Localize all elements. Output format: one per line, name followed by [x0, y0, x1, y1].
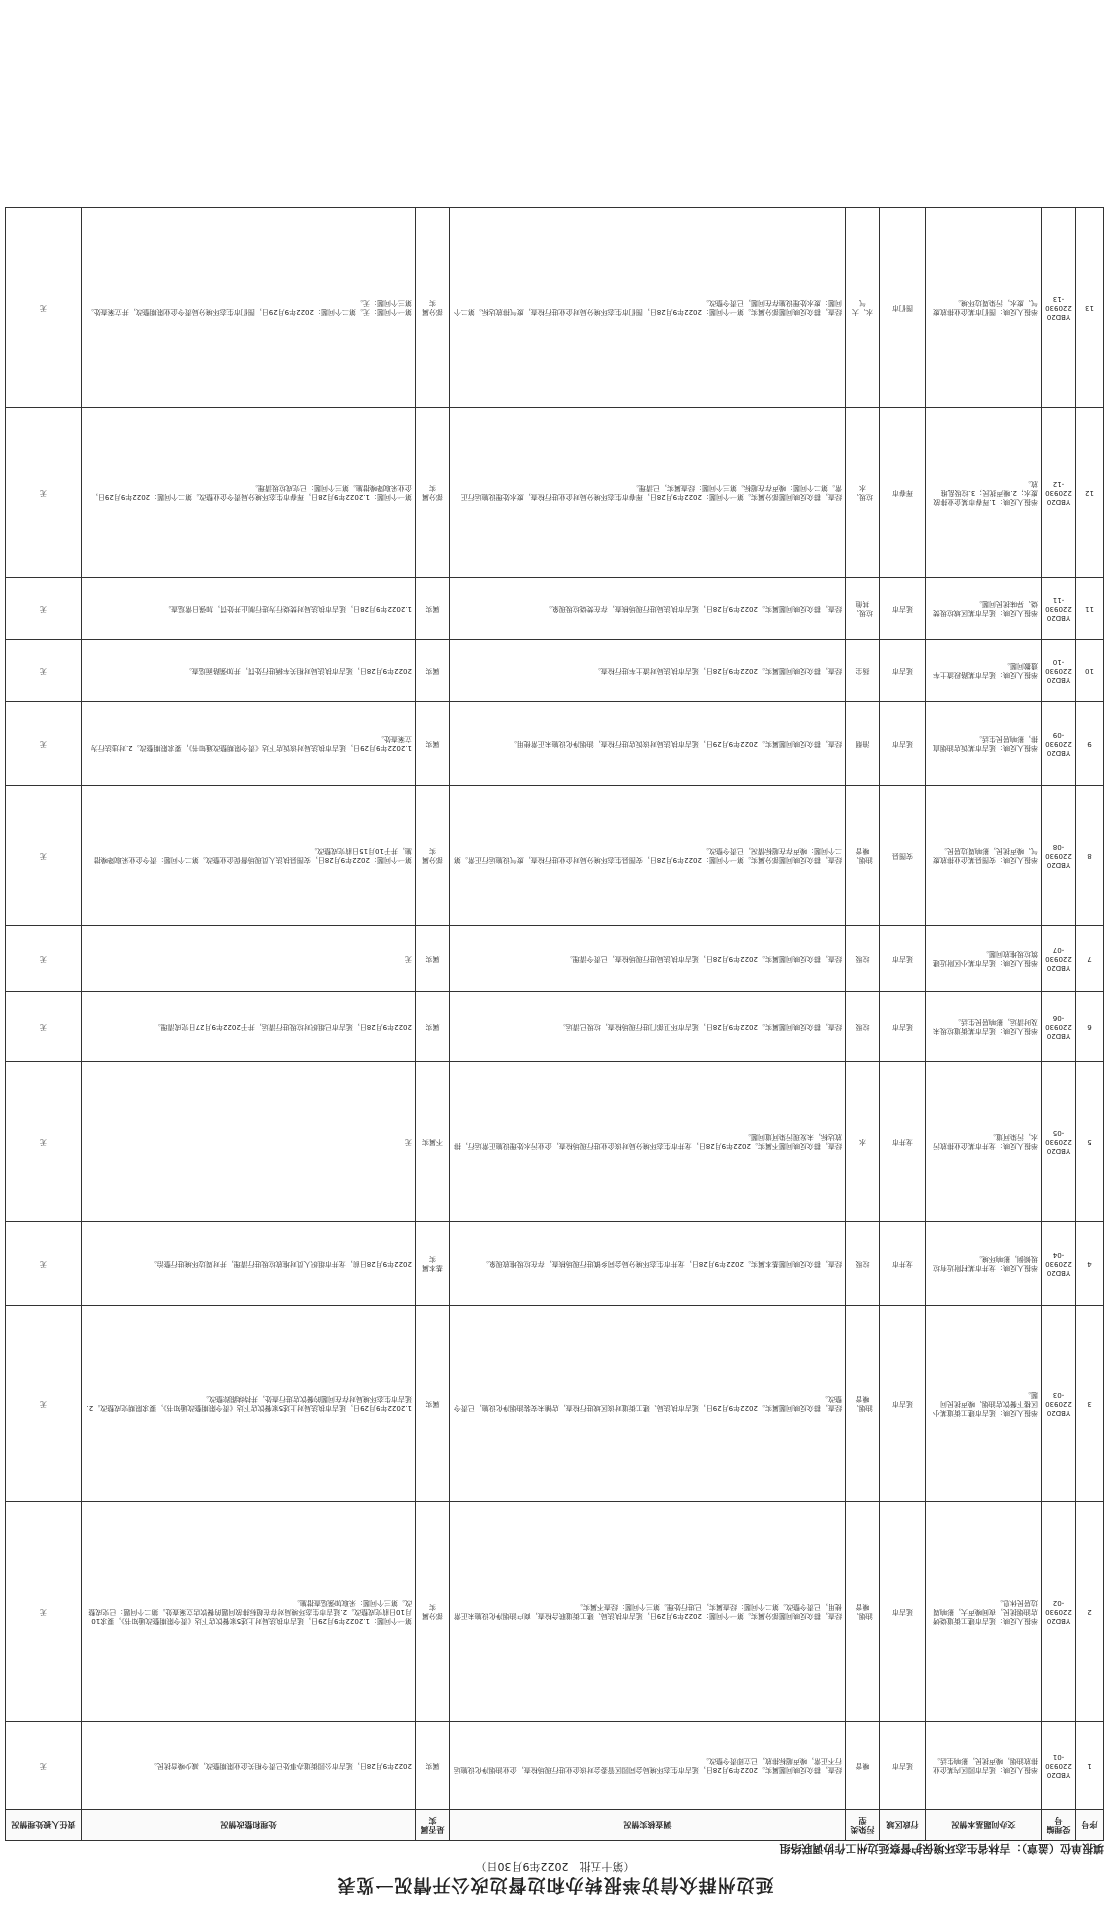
cell-region: 延吉市 [880, 640, 926, 702]
cell-handling: 2022年9月28日前，龙井市组织人员对堆放垃圾进行清理，并对周边环境进行整治。 [82, 1222, 416, 1306]
cell-investigation: 经查，群众反映问题属实。2022年9月28日，延吉市生态环境局会同园区管委会对该企业进行现场检查，企业油烟净化设施运行不正常，噪声超标排放，已立即责令整改。 [450, 1722, 846, 1810]
cell-type: 油烟、噪音 [846, 1306, 880, 1502]
cell-code: YBD20220930-03 [1042, 1306, 1076, 1502]
cell-region: 延吉市 [880, 926, 926, 992]
cell-truth: 属实 [416, 926, 450, 992]
cell-no: 4 [1076, 1222, 1104, 1306]
cell-no: 11 [1076, 578, 1104, 640]
cell-code: YBD20220930-06 [1042, 992, 1076, 1062]
cell-basic: 举报人反映：图们市某企业排放废气、废水，污染周边环境。 [926, 208, 1042, 408]
table-row [6, 1306, 1104, 1502]
cell-code: YBD20220930-04 [1042, 1222, 1076, 1306]
cell-no: 8 [1076, 786, 1104, 926]
cell-basic: 举报人反映：龙井市某村附近有垃圾倾倒，影响环境。 [926, 1222, 1042, 1306]
cell-person: 无 [6, 1502, 82, 1722]
cell-region: 安图县 [880, 786, 926, 926]
cell-basic: 举报人反映：延吉市某街道垃圾未及时清运，影响居民生活。 [926, 992, 1042, 1062]
page-subtitle: （第十五批 2022年9月30日） [475, 1860, 635, 1873]
col-header-person: 责任人被处理情况 [6, 1810, 82, 1841]
cell-basic: 举报人反映：安图县某企业排放废气、噪声扰民，影响周边居民。 [926, 786, 1042, 926]
cell-type: 垃圾、水 [846, 408, 880, 578]
col-header-investigation: 调查核实情况 [450, 1810, 846, 1841]
table-row [6, 640, 1104, 702]
cell-basic: 举报人反映：延吉市建工街道某小区楼下餐饮店油烟、噪声扰民问题。 [926, 1306, 1042, 1502]
cell-region: 龙井市 [880, 1222, 926, 1306]
cell-handling: 第一个问题：1.2022年9月29日，延吉市执法局对上述5家餐饮店下达《责令限期整改通知书》，要求10月10日前完成整改。2.延吉市生态环境局对存在超标排放问题的餐饮店立案查处。第二个问题：已完成整改。第三个问题：采取加强巡查措施。 [82, 1502, 416, 1722]
cell-code: YBD20220930-10 [1042, 640, 1076, 702]
cell-basic: 举报人反映：1.珲春市某企业排放废水；2.噪声扰民；3.垃圾乱堆放。 [926, 408, 1042, 578]
cell-handling: 2022年9月28日，延吉市执法局对相关车辆进行处罚，并加强路面巡查。 [82, 640, 416, 702]
cell-investigation: 经查，群众反映问题不属实。2022年9月28日，龙井市生态环境分局对该企业进行现场检查，企业污水处理设施正常运行，排放达标，未发现污染河道问题。 [450, 1062, 846, 1222]
cell-handling: 1.2022年9月29日，延吉市执法局对上述5家餐饮店下达《责令限期整改通知书》，要求限期完成整改。2.延吉市生态环境局对存在问题的餐饮店进行查处，并持续跟踪整改。 [82, 1306, 416, 1502]
cell-handling: 1.2022年9月28日，延吉市执法局对焚烧行为进行制止并处罚，加强日常巡查。 [82, 578, 416, 640]
cell-no: 9 [1076, 702, 1104, 786]
cell-no: 6 [1076, 992, 1104, 1062]
cell-basic: 举报人反映：龙井市某企业排放污水，污染河道。 [926, 1062, 1042, 1222]
cell-type: 扬尘 [846, 640, 880, 702]
reporting-unit-label: 填报单位（盖章）：吉林省生态环境保护督察延边州工作协调联络组 [779, 1842, 1104, 1855]
cell-person: 无 [6, 786, 82, 926]
cell-person: 无 [6, 640, 82, 702]
cell-investigation: 经查，群众反映问题部分属实。第一个问题：2022年9月29日，延吉市执法局、建工街道联合检查，商户油烟净化设施未正常使用，已责令整改。第二个问题：经查属实，已进行处理。第三个问题：经查不属实。 [450, 1502, 846, 1722]
cell-person: 无 [6, 1722, 82, 1810]
cell-handling: 第一个问题：无。第二个问题：2022年9月29日，图们市生态环境分局责令企业限期整改，并立案查处。第三个问题：无。 [82, 208, 416, 408]
cell-person: 无 [6, 578, 82, 640]
table-row [6, 1222, 1104, 1306]
cell-truth: 属实 [416, 992, 450, 1062]
table-row [6, 786, 1104, 926]
cell-truth: 部分属实 [416, 208, 450, 408]
cell-basic: 举报人反映：延吉市园区内某企业排放油烟，噪声扰民，影响生活。 [926, 1722, 1042, 1810]
table-row [6, 1502, 1104, 1722]
cell-type: 水 [846, 1062, 880, 1222]
cell-code: YBD20220930-07 [1042, 926, 1076, 992]
col-header-type: 污染类型 [846, 1810, 880, 1841]
cell-type: 油烟 [846, 702, 880, 786]
table-header-row [6, 1810, 1104, 1841]
col-header-truth: 是否属实 [416, 1810, 450, 1841]
cell-no: 2 [1076, 1502, 1104, 1722]
cell-investigation: 经查，群众反映问题基本属实。2022年9月28日，龙井市生态环境分局会同乡镇进行现场核查，存在垃圾堆放现象。 [450, 1222, 846, 1306]
cell-investigation: 经查，群众反映问题属实。2022年9月28日，延吉市执法局进行现场检查，已责令清理。 [450, 926, 846, 992]
cell-handling: 2022年9月28日，延吉市已组织对垃圾进行清运，并于2022年9月27日完成清理。 [82, 992, 416, 1062]
col-header-no: 序号 [1076, 1810, 1104, 1841]
table-row [6, 992, 1104, 1062]
cell-type: 垃圾 [846, 1222, 880, 1306]
cell-no: 5 [1076, 1062, 1104, 1222]
cell-region: 珲春市 [880, 408, 926, 578]
cell-truth: 部分属实 [416, 1502, 450, 1722]
cell-handling: 1.2022年9月29日，延吉市执法局对该饭店下达《责令限期整改通知书》，要求限期整改。2.对违法行为立案查处。 [82, 702, 416, 786]
cell-handling: 第一个问题：1.2022年9月28日，珲春市生态环境分局责令企业整改。第二个问题：2022年9月29日，企业采取降噪措施。第三个问题：已完成垃圾清理。 [82, 408, 416, 578]
cell-truth: 基本属实 [416, 1222, 450, 1306]
table-row [6, 208, 1104, 408]
cell-truth: 属实 [416, 702, 450, 786]
cell-no: 1 [1076, 1722, 1104, 1810]
cell-no: 12 [1076, 408, 1104, 578]
cell-truth: 属实 [416, 640, 450, 702]
col-header-code: 受理编号 [1042, 1810, 1076, 1841]
cell-person: 无 [6, 1306, 82, 1502]
cell-handling: 无 [82, 1062, 416, 1222]
col-header-handling: 处理和整改情况 [82, 1810, 416, 1841]
cell-basic: 举报人反映：延吉市某小区附近建筑垃圾堆放问题。 [926, 926, 1042, 992]
cell-basic: 举报人反映：延吉市某饭店油烟直排，影响居民生活。 [926, 702, 1042, 786]
table-row [6, 578, 1104, 640]
cell-handling: 第一个问题：2022年9月28日，安图县执法人员现场督促企业整改。第二个问题：责令企业采取降噪措施，并于10月15日前完成整改。 [82, 786, 416, 926]
cell-type: 垃圾、其他 [846, 578, 880, 640]
cell-code: YBD20220930-13 [1042, 208, 1076, 408]
cell-person: 无 [6, 702, 82, 786]
table-row [6, 1722, 1104, 1810]
cell-code: YBD20220930-11 [1042, 578, 1076, 640]
cell-truth: 属实 [416, 578, 450, 640]
cell-type: 垃圾 [846, 926, 880, 992]
cell-investigation: 经查，群众反映问题属实。2022年9月29日，延吉市执法局、建工街道对该区域进行检查，店铺未安装油烟净化设施，已责令整改。 [450, 1306, 846, 1502]
cell-investigation: 经查，群众反映问题部分属实。第一个问题：2022年9月28日，图们市生态环境分局对企业进行检查，废气排放达标。第二个问题：废水处理设施存在问题，已责令整改。 [450, 208, 846, 408]
cell-person: 无 [6, 1222, 82, 1306]
cell-truth: 部分属实 [416, 408, 450, 578]
cell-no: 3 [1076, 1306, 1104, 1502]
cell-code: YBD20220930-01 [1042, 1722, 1076, 1810]
cell-type: 噪音 [846, 1722, 880, 1810]
cell-region: 延吉市 [880, 1722, 926, 1810]
cell-no: 13 [1076, 208, 1104, 408]
cell-investigation: 经查，群众反映问题属实。2022年9月29日，延吉市执法局对该饭店进行检查，油烟净化设施未正常使用。 [450, 702, 846, 786]
cell-region: 延吉市 [880, 1306, 926, 1502]
table-row [6, 1062, 1104, 1222]
cell-basic: 举报人反映：延吉市某路段渣土车遗撒问题。 [926, 640, 1042, 702]
cell-investigation: 经查，群众反映问题部分属实。第一个问题：2022年9月28日，安图县生态环境分局对企业进行检查，废气设施运行正常。第二个问题：噪声存在超标情况，已责令整改。 [450, 786, 846, 926]
col-header-basic: 交办问题基本情况 [926, 1810, 1042, 1841]
cell-person: 无 [6, 1062, 82, 1222]
cell-truth: 不属实 [416, 1062, 450, 1222]
cell-code: YBD20220930-02 [1042, 1502, 1076, 1722]
cell-code: YBD20220930-12 [1042, 408, 1076, 578]
cell-type: 油烟、噪音 [846, 786, 880, 926]
cell-region: 图们市 [880, 208, 926, 408]
table-row [6, 926, 1104, 992]
cell-person: 无 [6, 926, 82, 992]
cell-code: YBD20220930-08 [1042, 786, 1076, 926]
cell-investigation: 经查，群众反映问题属实。2022年9月28日，延吉市执法局进行现场核查，存在焚烧垃圾现象。 [450, 578, 846, 640]
cell-type: 垃圾 [846, 992, 880, 1062]
table-row [6, 702, 1104, 786]
cell-truth: 部分属实 [416, 786, 450, 926]
cell-person: 无 [6, 992, 82, 1062]
cell-basic: 举报人反映：延吉市建工街道烧烤店油烟扰民，夜间噪声大，影响周边居民休息。 [926, 1502, 1042, 1722]
cell-investigation: 经查，群众反映问题属实。2022年9月28日，延吉市执法局对渣土车进行检查。 [450, 640, 846, 702]
cell-no: 10 [1076, 640, 1104, 702]
table-body [6, 208, 1104, 1810]
cell-region: 延吉市 [880, 578, 926, 640]
page-title: 延边州群众信访举报转办和边督边改公开情况一览表 [336, 1874, 774, 1895]
table-row [6, 408, 1104, 578]
cell-investigation: 经查，群众反映问题部分属实。第一个问题：2022年9月28日，珲春市生态环境分局对企业进行检查，废水处理设施运行正常。第二个问题：噪声存在超标。第三个问题：经查属实，已清理。 [450, 408, 846, 578]
cell-code: YBD20220930-09 [1042, 702, 1076, 786]
cell-type: 油烟、噪音 [846, 1502, 880, 1722]
cell-investigation: 经查，群众反映问题属实。2022年9月28日，延吉市环卫部门进行现场检查，垃圾已清运。 [450, 992, 846, 1062]
cell-type: 水、大气 [846, 208, 880, 408]
cell-handling: 无 [82, 926, 416, 992]
cell-no: 7 [1076, 926, 1104, 992]
cell-region: 延吉市 [880, 1502, 926, 1722]
cell-person: 无 [6, 408, 82, 578]
complaint-table [5, 207, 1104, 1841]
cell-region: 延吉市 [880, 702, 926, 786]
cell-handling: 2022年9月28日，延吉市公园街道办事处已责令相关企业限期整改，减少噪音扰民。 [82, 1722, 416, 1810]
cell-truth: 属实 [416, 1722, 450, 1810]
col-header-region: 行政区域 [880, 1810, 926, 1841]
cell-person: 无 [6, 208, 82, 408]
cell-truth: 属实 [416, 1306, 450, 1502]
cell-region: 延吉市 [880, 992, 926, 1062]
cell-basic: 举报人反映：延吉市某区域垃圾焚烧、异味扰民问题。 [926, 578, 1042, 640]
cell-code: YBD20220930-05 [1042, 1062, 1076, 1222]
cell-region: 龙井市 [880, 1062, 926, 1222]
